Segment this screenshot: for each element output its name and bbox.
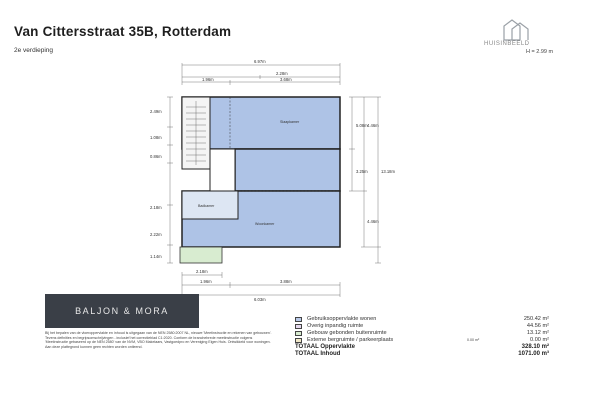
room-middle [235,149,340,191]
dim-right-4: 4.46m [367,219,379,224]
legend-row [295,337,557,344]
dim-left-2: 1.08m [150,135,162,140]
disclaimer-text: Bij het bepalen van de vloeroppervlakte en inhoud is uitgegaan van de NEN 2580:2007 NL, nieuwe 'Meetinstructie en rekenen van gebouwen'. Tevens definities en begripsomschrijvingen - inclusief het correctieblad C1:2020. Conform de branchebrede meetinstructie volgens 'Meetinstructie gebaseerd op de NEN 2580' van de NVM, VBO Makelaars, Vastgoedpro en Vereniging Eigen Huis. Ontwikkeld voor woningen. Aan deze plattegrond kunnen geen rechten worden ontleend. [45,331,272,349]
legend-swatch [295,317,302,322]
legend-row [295,316,557,323]
room-label-living: Woonkamer [255,222,275,226]
dim-bottom-b: 1.96m [200,279,212,284]
legend-label: Gebouw gebonden buitenruimte [307,330,387,336]
total-value: 1071.00 m³ [518,351,549,357]
legend-row [295,330,557,337]
dim-bottom-c: 3.88m [280,279,292,284]
balcony [180,247,222,263]
area-legend [295,316,557,358]
legend-total-row [295,351,557,358]
dim-right-total: 13.18m [381,169,395,174]
dim-top-total: 6.97m [254,59,266,64]
room-label-bathroom: Badkamer [198,204,215,208]
dim-right-1: 5.08m [356,123,368,128]
dim-left-4: 2.18m [150,205,162,210]
total-value: 328.10 m² [521,344,549,350]
legend-total-row [295,344,557,351]
legend-value: 44.56 m² [526,323,549,329]
legend-extra-value: 0.00 m² [467,338,480,342]
dim-left-5: 2.22m [150,232,162,237]
dim-bottom-total: 6.03m [254,297,266,302]
legend-value: 13.12 m² [526,330,549,336]
logo-text: HUISINBEELD [484,41,530,47]
brand-name: BALJON & MORA [75,306,169,316]
legend-swatch [295,331,302,336]
floor-label: 2e verdieping [14,47,54,54]
dim-top-c: 3.68m [280,77,292,82]
legend-value: 250.42 m² [523,316,549,322]
legend-swatch [295,324,302,329]
floor-plan [130,55,420,303]
legend-value: 0.00 m² [530,337,549,343]
brand-banner [45,294,199,328]
legend-swatch [295,338,302,343]
total-label: TOTAAL Inhoud [295,351,341,357]
dim-left-1: 2.49m [150,109,162,114]
legend-label: Overig inpandig ruimte [307,323,364,329]
dim-right-2: 4.46m [367,123,379,128]
room-label-bedroom: Slaapkamer [280,120,300,124]
dim-top-a: 1.96m [202,77,214,82]
legend-row [295,323,557,330]
dim-right-3: 3.25m [356,169,368,174]
dim-left-6: 1.14m [150,254,162,259]
dim-top-b: 2.28m [276,71,288,76]
total-label: TOTAAL Oppervlakte [295,344,356,350]
legend-label: Externe bergruimte / parkeerplaats [307,337,394,343]
page-title: Van Cittersstraat 35B, Rotterdam [14,24,232,39]
ceiling-height: H = 2.99 m [526,49,554,55]
legend-label: Gebruiksoppervlakte wonen [307,316,377,322]
dim-left-3: 0.86m [150,154,162,159]
dim-bottom-a: 2.18m [196,269,208,274]
